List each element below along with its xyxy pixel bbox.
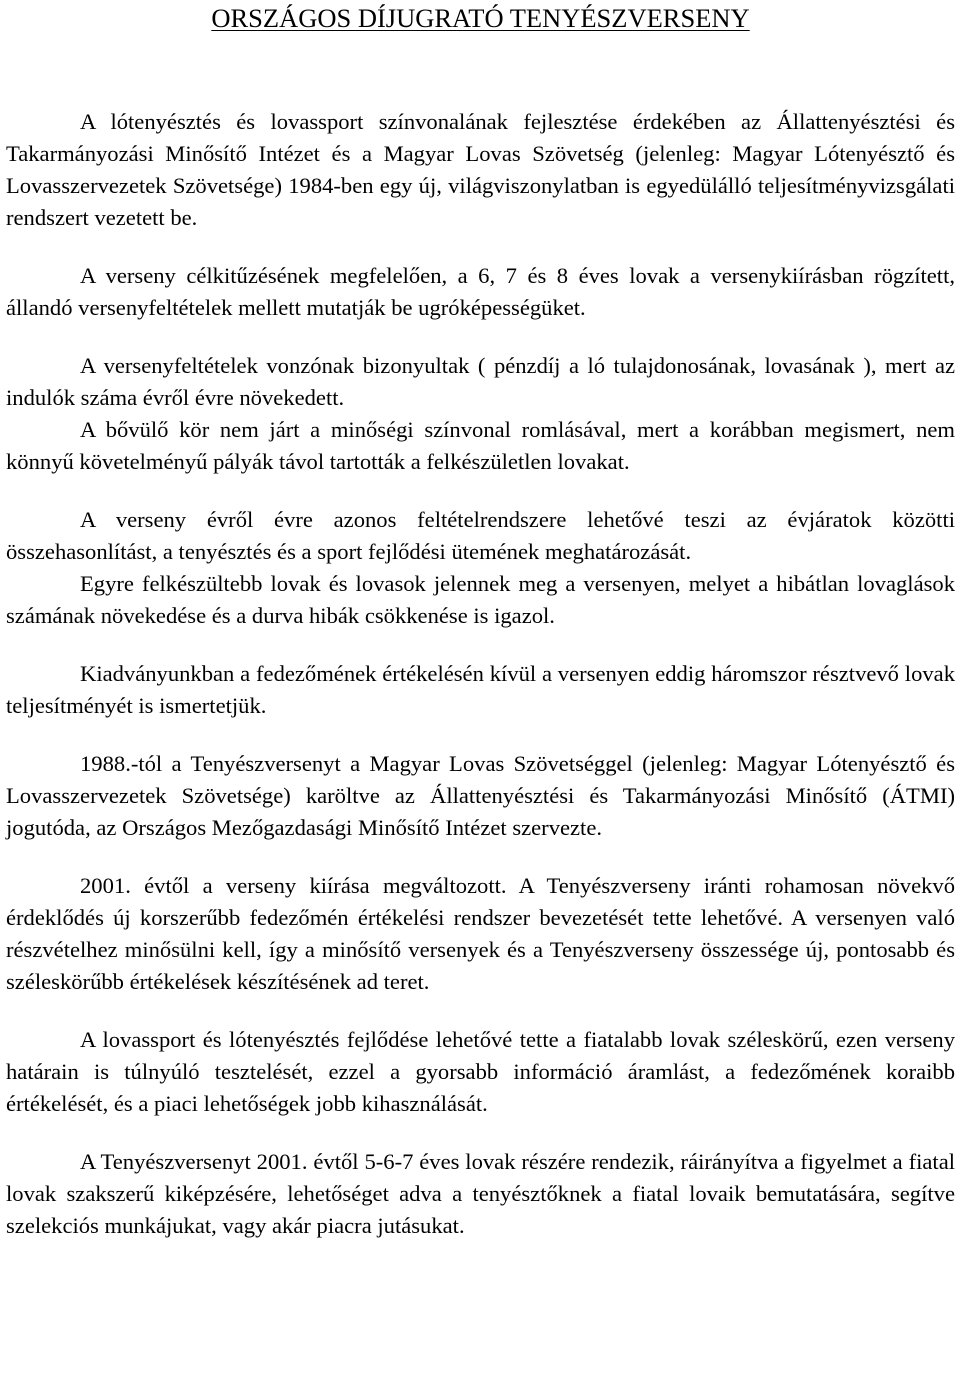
- paragraph-1988: 1988.-tól a Tenyészversenyt a Magyar Lovas Szövetséggel (jelenleg: Magyar Lótenyésztő és Lovasszervezetek Szövetsége) karöltve az Állattenyésztési és Takarmányozási Minősítő (ÁTMI) jogutóda, az Országos Mezőgazdasági Minősítő Intézet szervezte.: [6, 751, 955, 840]
- paragraph-development: A lovassport és lótenyésztés fejlődése lehetővé tette a fiatalabb lovak széleskörű, ezen verseny határain is túlnyúló tesztelését, ezzel a gyorsabb információ áramlást, a fedezőmének koraibb értékelését, és a piaci lehetőségek jobb kihasználását.: [6, 1027, 955, 1116]
- paragraph-riders: Egyre felkészültebb lovak és lovasok jelennek meg a versenyen, melyet a hibátlan lovaglások számának növekedése és a durva hibák csökkenése is igazol.: [6, 571, 955, 628]
- paragraph-intro: A lótenyésztés és lovassport színvonalának fejlesztése érdekében az Állattenyésztési és Takarmányozási Minősítő Intézet és a Magyar Lovas Szövetség (jelenleg: Magyar Lótenyésztő és Lovasszervezetek Szövetsége) 1984-ben egy új, világviszonylatban is egyedülálló teljesítményvizsgálati rendszert vezetett be.: [6, 109, 955, 230]
- paragraph-quality: A bővülő kör nem járt a minőségi színvonal romlásával, mert a korábban megismert, nem könnyű követelményű pályák távol tartották a felkészületlen lovakat.: [6, 417, 955, 474]
- paragraph-comparison: A verseny évről évre azonos feltételrendszere lehetővé teszi az évjáratok közötti összehasonlítást, a tenyésztés és a sport fejlődési ütemének meghatározását.: [6, 507, 955, 564]
- paragraph-goal: A verseny célkitűzésének megfelelően, a 6, 7 és 8 éves lovak a versenykiírásban rögzített, állandó versenyfeltételek mellett mutatják be ugróképességüket.: [6, 263, 955, 320]
- document-title: ORSZÁGOS DÍJUGRATÓ TENYÉSZVERSENY: [211, 3, 750, 33]
- paragraph-age-groups: A Tenyészversenyt 2001. évtől 5-6-7 éves lovak részére rendezik, ráirányítva a figyelmet a fiatal lovak szakszerű kiképzésére, lehetőséget adva a tenyésztőknek a fiatal lovaik bemutatására, segítve szelekciós munkájukat, vagy akár piacra jutásukat.: [6, 1149, 955, 1238]
- paragraph-conditions: A versenyfeltételek vonzónak bizonyultak ( pénzdíj a ló tulajdonosának, lovasának ), mert az indulók száma évről évre növekedett.: [6, 353, 955, 410]
- paragraph-publication: Kiadványunkban a fedezőmének értékelésén kívül a versenyen eddig háromszor résztvevő lovak teljesítményét is ismertetjük.: [6, 661, 955, 718]
- document-page: [6, 0, 955, 1242]
- document-body: [6, 106, 955, 1242]
- paragraph-2001-changes: 2001. évtől a verseny kiírása megváltozott. A Tenyészverseny iránti rohamosan növekvő érdeklődés új korszerűbb fedezőmén értékelési rendszer bevezetését tette lehetővé. A versenyen való részvételhez minősülni kell, így a minősítő versenyek és a Tenyészverseny összessége új, pontosabb és széleskörűbb értékelések készítésének ad teret.: [6, 873, 955, 994]
